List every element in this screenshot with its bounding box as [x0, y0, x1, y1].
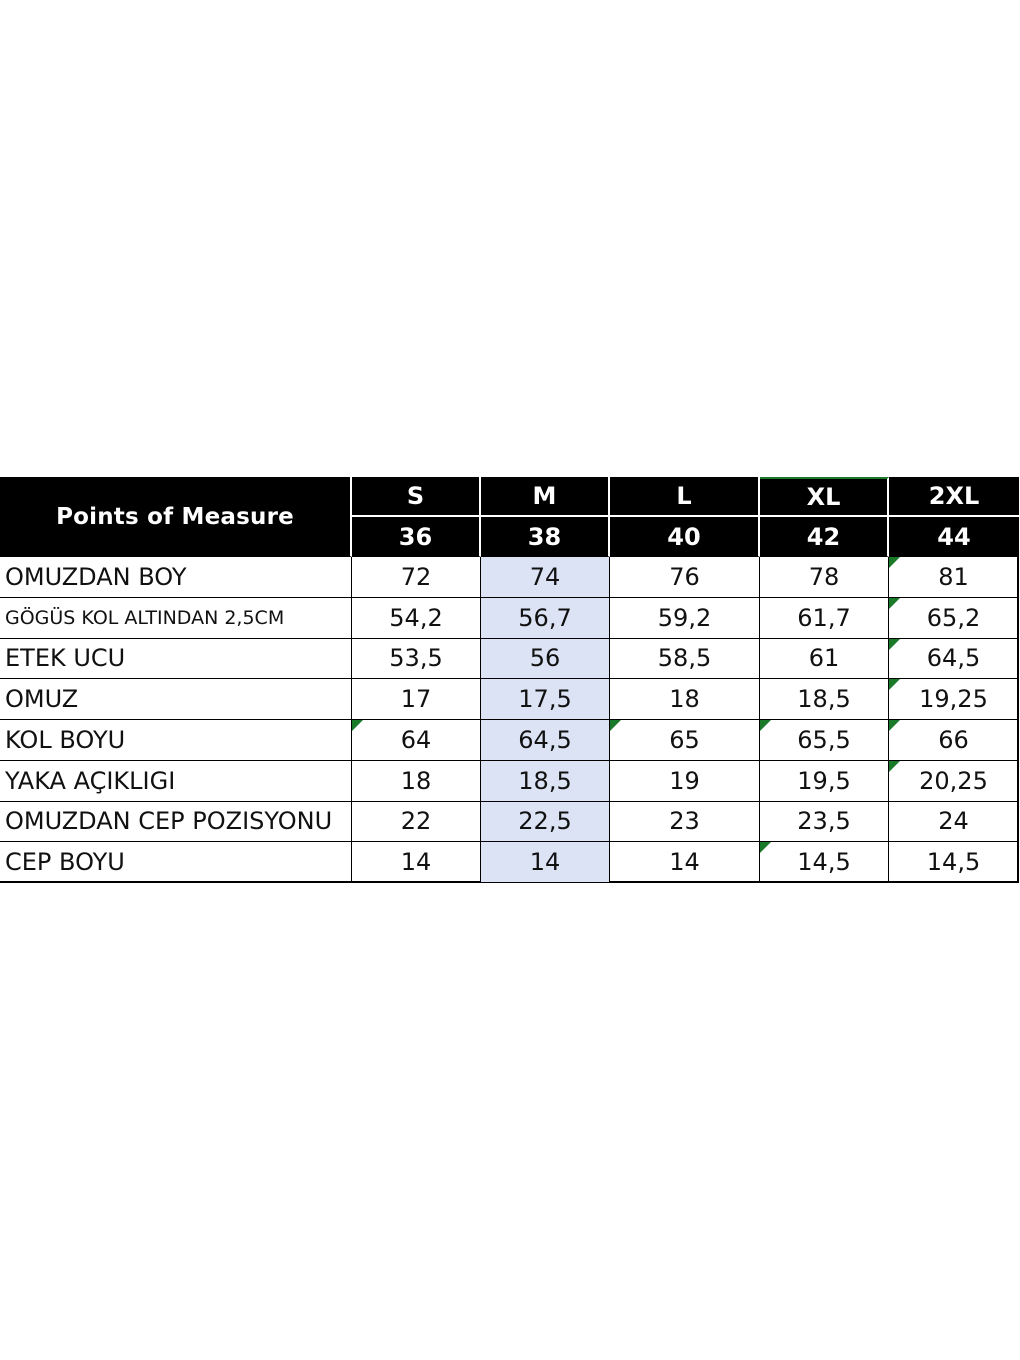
- table-cell: 18: [352, 761, 481, 802]
- table-cell: 65: [610, 720, 760, 761]
- row-label-omuzdan-cep-pozisyonu: OMUZDAN CEP POZISYONU: [0, 802, 352, 843]
- table-cell: 72: [352, 557, 481, 598]
- number-header-36: 36: [352, 517, 481, 557]
- table-cell: 56: [481, 639, 610, 680]
- row-label-kol-boyu: KOL BOYU: [0, 720, 352, 761]
- table-cell: 65,5: [760, 720, 889, 761]
- table-cell: 23: [610, 802, 760, 843]
- points-of-measure-label: Points of Measure: [56, 503, 294, 530]
- table-cell: 61: [760, 639, 889, 680]
- table-cell: 59,2: [610, 598, 760, 639]
- table-cell: 64: [352, 720, 481, 761]
- table-cell: 81: [889, 557, 1019, 598]
- table-cell: 14,5: [889, 842, 1019, 883]
- table-cell: 66: [889, 720, 1019, 761]
- size-header-s: S: [352, 477, 481, 517]
- table-cell: 20,25: [889, 761, 1019, 802]
- table-cell: 58,5: [610, 639, 760, 680]
- table-cell: 78: [760, 557, 889, 598]
- table-cell: 24: [889, 802, 1019, 843]
- table-cell: 53,5: [352, 639, 481, 680]
- table-cell: 74: [481, 557, 610, 598]
- size-header-2xl: 2XL: [889, 477, 1019, 517]
- table-cell: 14: [610, 842, 760, 883]
- table-cell: 14: [352, 842, 481, 883]
- table-cell: 64,5: [481, 720, 610, 761]
- number-header-38: 38: [481, 517, 610, 557]
- table-cell: 17,5: [481, 679, 610, 720]
- table-cell: 65,2: [889, 598, 1019, 639]
- table-cell: 18,5: [760, 679, 889, 720]
- table-cell: 19,5: [760, 761, 889, 802]
- table-cell: 18: [610, 679, 760, 720]
- table-cell: 19: [610, 761, 760, 802]
- table-cell: 54,2: [352, 598, 481, 639]
- table-cell: 22: [352, 802, 481, 843]
- table-cell: 22,5: [481, 802, 610, 843]
- table-cell: 56,7: [481, 598, 610, 639]
- row-label-etek-ucu: ETEK UCU: [0, 639, 352, 680]
- number-header-44: 44: [889, 517, 1019, 557]
- table-cell: 76: [610, 557, 760, 598]
- table-cell: 23,5: [760, 802, 889, 843]
- size-header-m: M: [481, 477, 610, 517]
- row-label-gogus: GÖGÜS KOL ALTINDAN 2,5CM: [0, 598, 352, 639]
- table-cell: 19,25: [889, 679, 1019, 720]
- table-cell: 14,5: [760, 842, 889, 883]
- row-label-omuz: OMUZ: [0, 679, 352, 720]
- size-chart-table: [0, 477, 1019, 883]
- row-label-yaka-acikligi: YAKA AÇIKLIGI: [0, 761, 352, 802]
- table-cell: 18,5: [481, 761, 610, 802]
- table-cell: 17: [352, 679, 481, 720]
- points-of-measure-header: [0, 477, 352, 557]
- row-label-omuzdan-boy: OMUZDAN BOY: [0, 557, 352, 598]
- table-cell: 64,5: [889, 639, 1019, 680]
- number-header-42: 42: [760, 517, 889, 557]
- number-header-40: 40: [610, 517, 760, 557]
- size-header-l: L: [610, 477, 760, 517]
- row-label-cep-boyu: CEP BOYU: [0, 842, 352, 883]
- table-cell: 14: [481, 842, 610, 883]
- size-header-xl: XL: [760, 477, 889, 517]
- table-cell: 61,7: [760, 598, 889, 639]
